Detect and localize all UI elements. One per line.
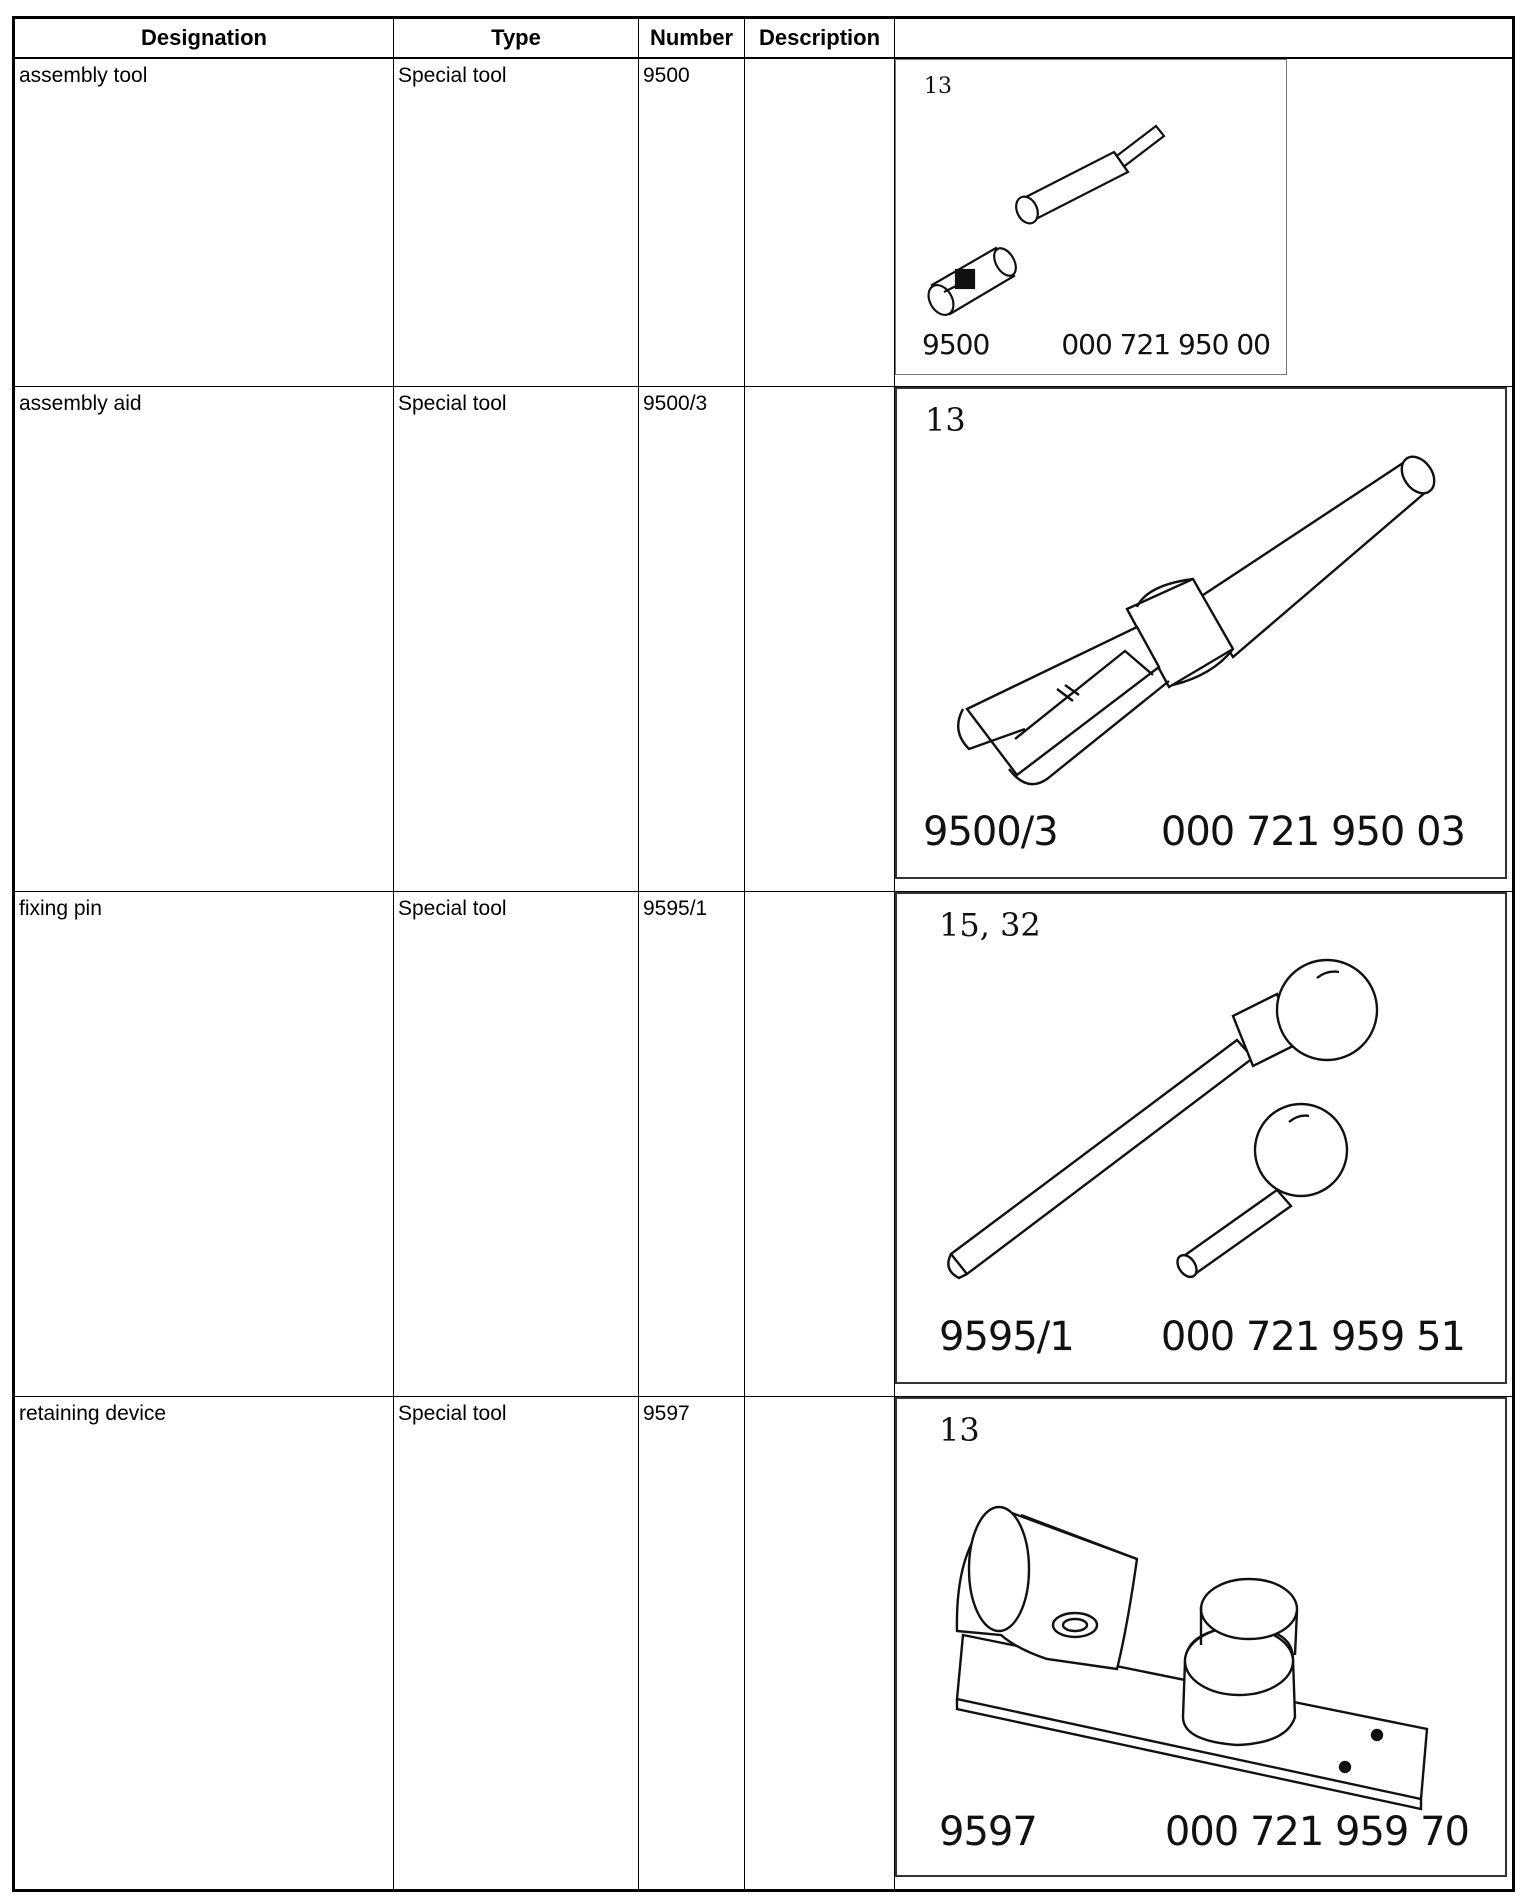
figure-tool-number: 9500/3	[923, 808, 1058, 855]
type-cell: Special tool	[394, 58, 639, 386]
fixing-pin-drawing	[897, 894, 1509, 1386]
number-cell: 9597	[639, 1396, 745, 1890]
tool-figure	[895, 892, 1507, 1384]
header-designation: Designation	[14, 18, 394, 59]
designation-cell: assembly aid	[14, 386, 394, 891]
number-cell: 9595/1	[639, 891, 745, 1396]
figure-part-number: 000 721 950 00	[1061, 328, 1270, 361]
figure-tool-number: 9597	[939, 1808, 1037, 1855]
table-row	[14, 891, 1514, 1396]
image-cell	[895, 386, 1514, 891]
type-cell: Special tool	[394, 1396, 639, 1890]
header-number: Number	[639, 18, 745, 59]
tool-figure	[895, 387, 1507, 879]
figure-tag: 13	[939, 1410, 980, 1449]
tool-figure	[895, 59, 1287, 375]
header-image	[895, 18, 1514, 59]
description-cell	[745, 1396, 895, 1890]
header-description: Description	[745, 18, 895, 59]
header-type: Type	[394, 18, 639, 59]
special-tools-table	[12, 16, 1515, 1892]
image-cell	[895, 58, 1514, 386]
description-cell	[745, 58, 895, 386]
number-cell: 9500	[639, 58, 745, 386]
table-row	[14, 386, 1514, 891]
designation-cell: assembly tool	[14, 58, 394, 386]
retaining-device-drawing	[897, 1399, 1509, 1879]
description-cell	[745, 891, 895, 1396]
type-cell: Special tool	[394, 386, 639, 891]
designation-cell: retaining device	[14, 1396, 394, 1890]
number-cell: 9500/3	[639, 386, 745, 891]
figure-part-number: 000 721 959 51	[1160, 1313, 1465, 1360]
figure-tag: 13	[925, 400, 966, 439]
figure-tool-number: 9500	[922, 328, 990, 361]
table-row	[14, 1396, 1514, 1890]
figure-tag: 15, 32	[939, 905, 1041, 944]
table-row	[14, 58, 1514, 386]
figure-part-number: 000 721 959 70	[1164, 1808, 1469, 1855]
designation-cell: fixing pin	[14, 891, 394, 1396]
assembly-aid-drawing	[897, 389, 1509, 881]
image-cell	[895, 891, 1514, 1396]
image-cell	[895, 1396, 1514, 1890]
figure-tag: 13	[924, 74, 952, 99]
description-cell	[745, 386, 895, 891]
header-row	[14, 18, 1514, 59]
figure-tool-number: 9595/1	[939, 1313, 1074, 1360]
tool-figure	[895, 1397, 1507, 1877]
type-cell: Special tool	[394, 891, 639, 1396]
figure-part-number: 000 721 950 03	[1160, 808, 1465, 855]
